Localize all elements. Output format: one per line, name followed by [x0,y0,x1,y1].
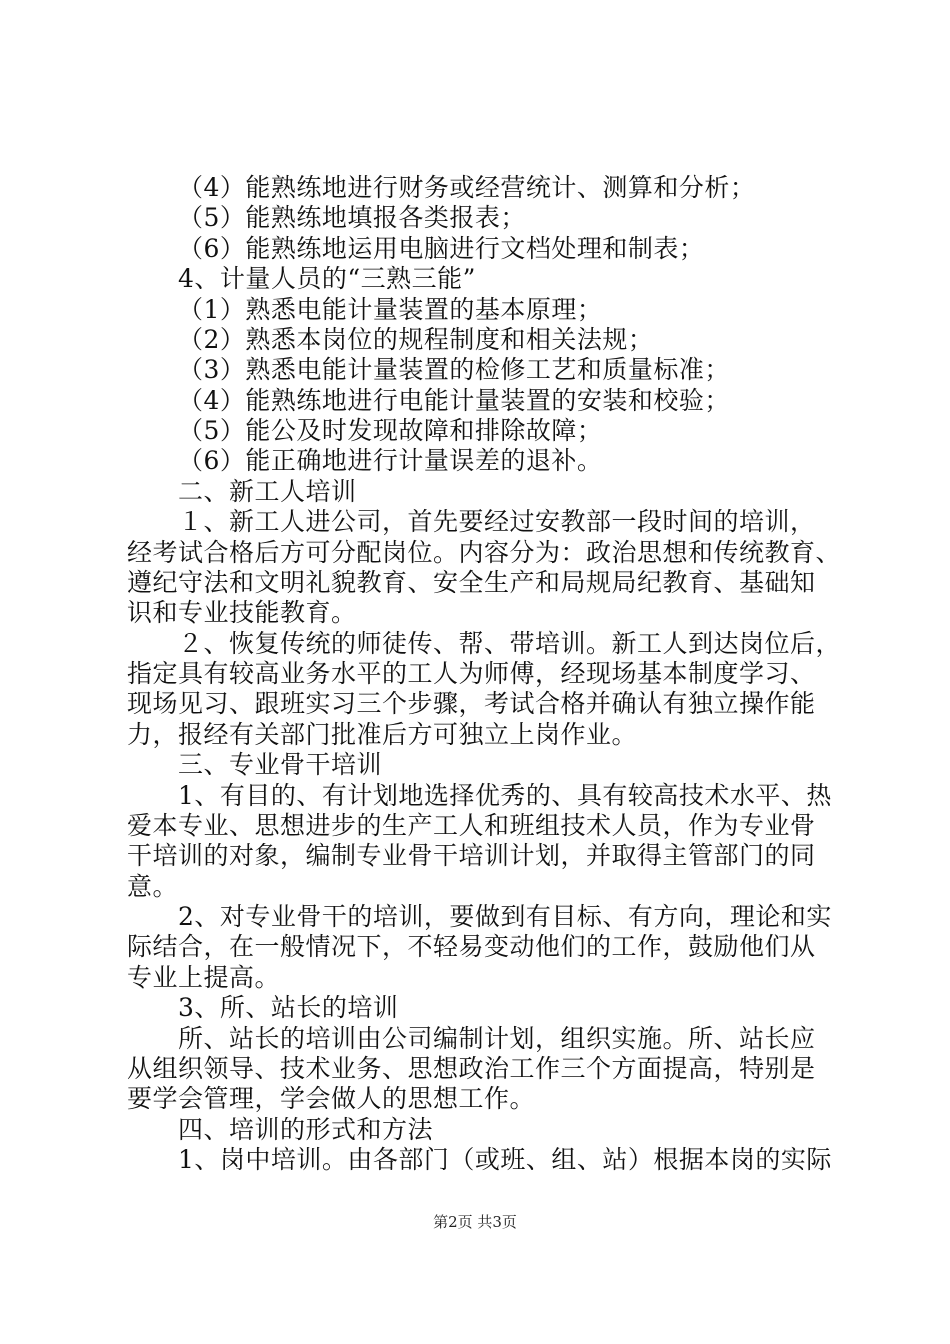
text-line: （3）熟悉电能计量装置的检修工艺和质量标准； [178,355,730,384]
section-heading: 3、所、站长的培训 [178,993,399,1022]
paragraph-line: 干培训的对象，编制专业骨干培训计划，并取得主管部门的同 [127,841,816,870]
text-line: （4）能熟练地进行电能计量装置的安装和校验； [178,386,730,415]
text-line: （6）能熟练地运用电脑进行文档处理和制表； [178,234,705,263]
paragraph-line: 所、站长的培训由公司编制计划，组织实施。所、站长应 [178,1024,816,1053]
text-line: （4）能熟练地进行财务或经营统计、测算和分析； [178,173,756,202]
paragraph-line: 2、对专业骨干的培训，要做到有目标、有方向，理论和实 [178,902,832,931]
paragraph-line: 意。 [127,872,179,901]
text-line: （5）能公及时发现故障和排除故障； [178,416,603,445]
section-heading: 4、计量人员的“三熟三能” [178,264,476,293]
paragraph-line: 从组织领导、技术业务、思想政治工作三个方面提高，特别是 [127,1054,816,1083]
paragraph-line: 爱本专业、思想进步的生产工人和班组技术人员，作为专业骨 [127,811,816,840]
paragraph-line: １、新工人进公司，首先要经过安教部一段时间的培训， [178,507,816,536]
paragraph-line: 遵纪守法和文明礼貌教育、安全生产和局规局纪教育、基础知 [127,568,816,597]
paragraph-line: 1、有目的、有计划地选择优秀的、具有较高技术水平、热 [178,781,832,810]
paragraph-line: ２、恢复传统的师徒传、帮、带培训。新工人到达岗位后， [178,629,842,658]
paragraph-line: 专业上提高。 [127,963,281,992]
section-heading: 二、新工人培训 [178,477,357,506]
text-line: （2）熟悉本岗位的规程制度和相关法规； [178,325,654,354]
section-heading: 四、培训的形式和方法 [178,1115,434,1144]
page-footer: 第2页 共3页 [433,1213,517,1231]
text-line: （5）能熟练地填报各类报表； [178,203,526,232]
section-heading: 三、专业骨干培训 [178,750,383,779]
text-line: （1）熟悉电能计量装置的基本原理； [178,295,603,324]
text-line: （6）能正确地进行计量误差的退补。 [178,446,603,475]
paragraph-line: 际结合，在一般情况下，不轻易变动他们的工作，鼓励他们从 [127,932,816,961]
paragraph-line: 识和专业技能教育。 [127,598,357,627]
paragraph-line: 现场见习、跟班实习三个步骤，考试合格并确认有独立操作能 [127,689,816,718]
paragraph-line: 经考试合格后方可分配岗位。内容分为：政治思想和传统教育、 [127,538,842,567]
paragraph-line: 力，报经有关部门批准后方可独立上岗作业。 [127,720,638,749]
paragraph-line: 指定具有较高业务水平的工人为师傅，经现场基本制度学习、 [127,659,816,688]
paragraph-line: 要学会管理，学会做人的思想工作。 [127,1084,536,1113]
paragraph-line: 1、岗中培训。由各部门（或班、组、站）根据本岗的实际 [178,1145,832,1174]
